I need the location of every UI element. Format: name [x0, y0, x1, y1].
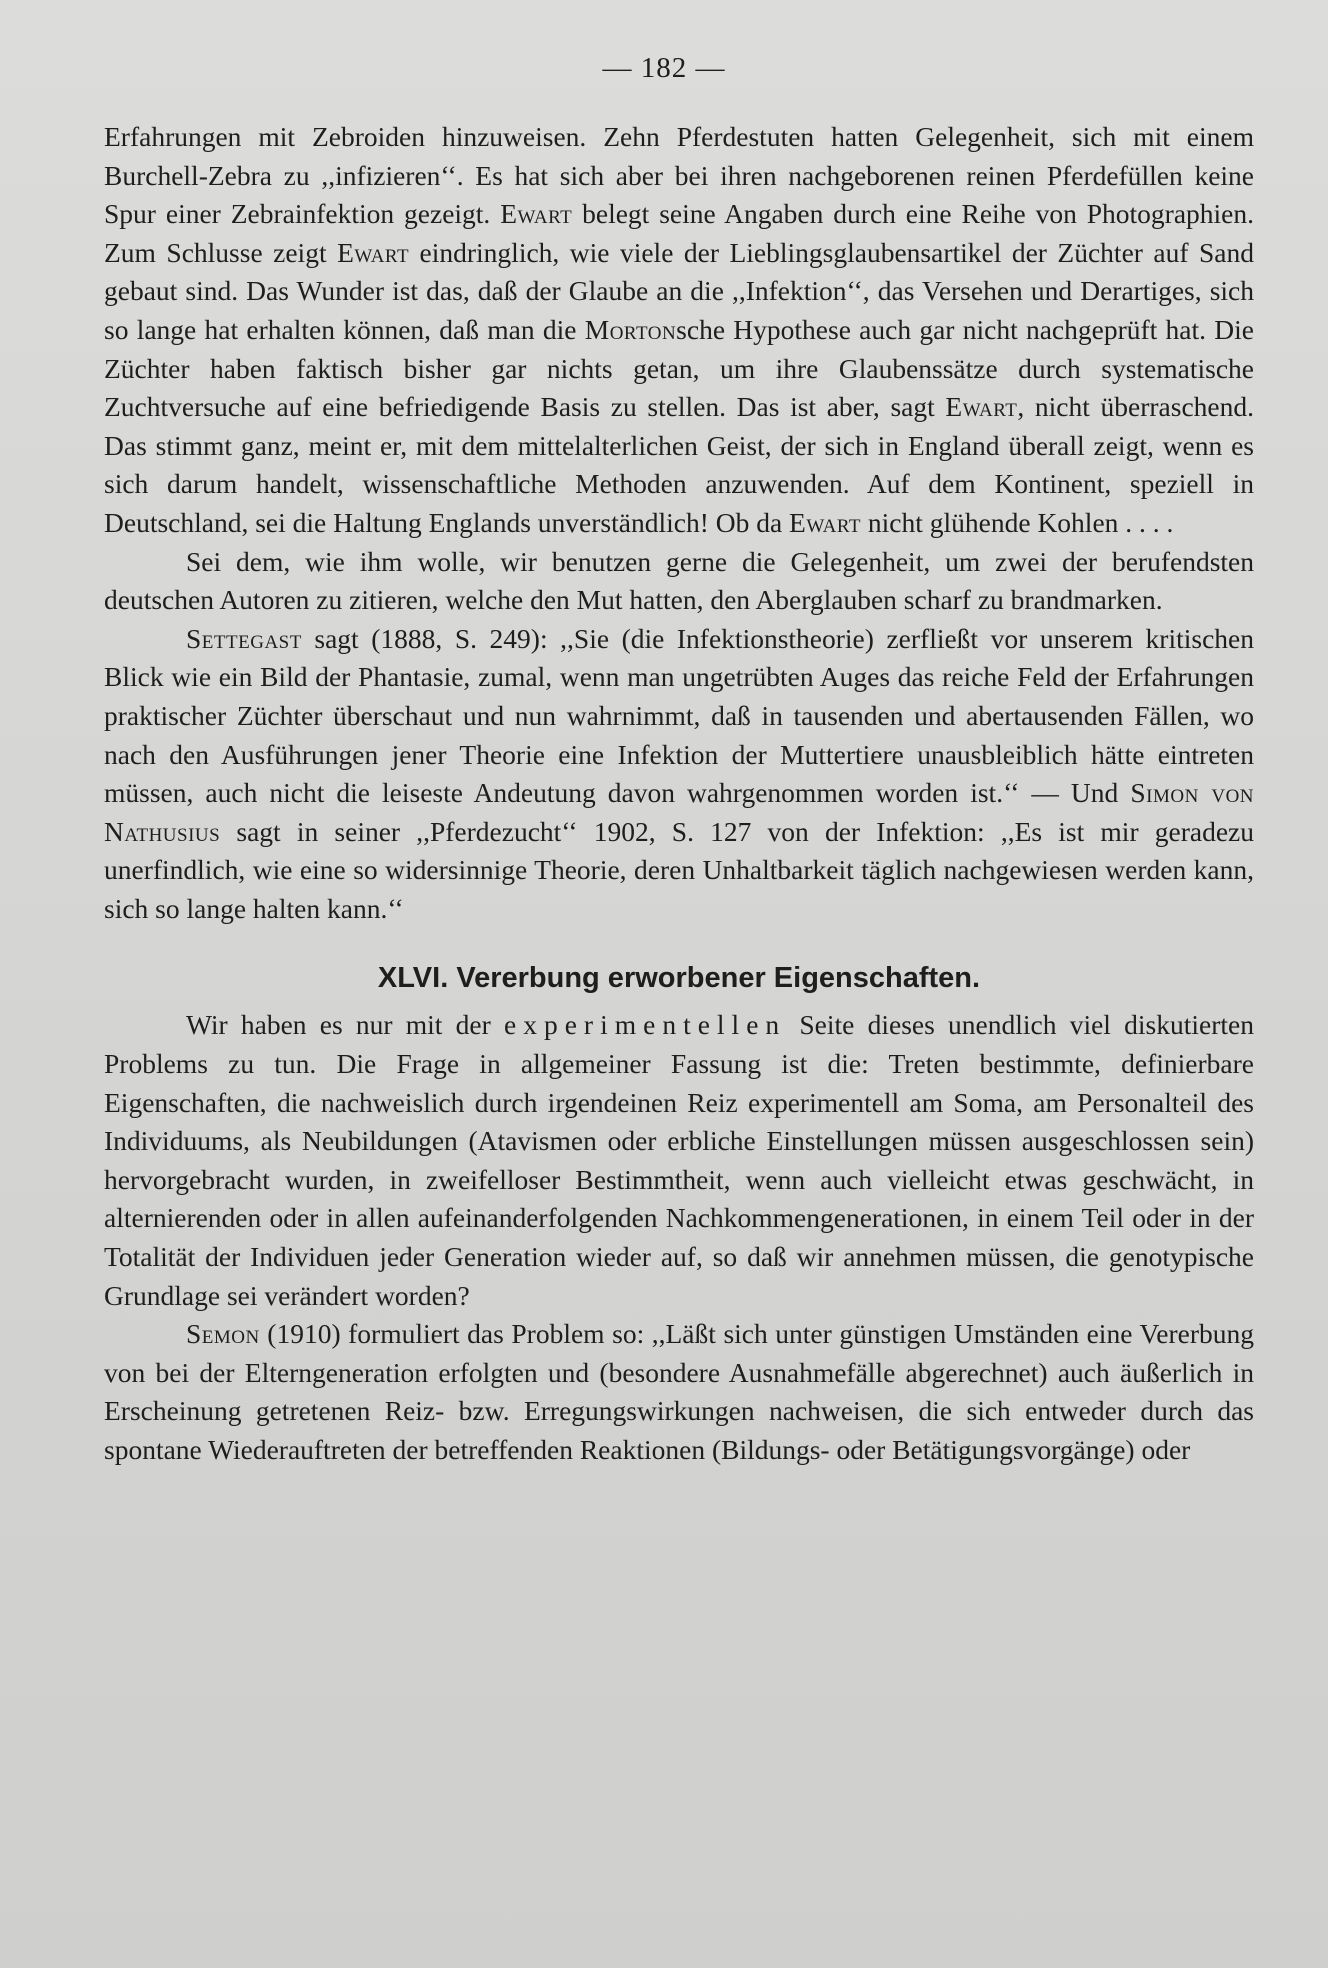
author-name: Ewart [789, 506, 862, 538]
author-name: Semon [186, 1318, 260, 1350]
text-run: , nicht überraschend. Das stimmt ganz, meint er, mit dem mittelalterlichen Geist, der sich in England überall zeigt, wenn es sich darum handelt, wissenschaftliche Methoden anzuwenden. Auf dem Kontinent, speziell in Deutschland, sei die Haltung Englands unverständlich! Ob da [104, 391, 1255, 538]
text-run: sche Hypothese auch gar nicht nachgeprüft hat. Die Züchter haben faktisch bisher gar nichts getan, um ihre Glaubenssätze durch systematische Zuchtversuche auf eine befriedigende Basis zu stellen. Das ist aber, sagt [104, 313, 1254, 423]
body-text-top [104, 118, 1254, 928]
author-name: Simon von Nathusius [104, 777, 1255, 847]
paragraph-p3 [104, 620, 1254, 929]
emphasis-text: experimentellen [504, 1009, 787, 1041]
author-name: Morton [584, 313, 677, 345]
paragraph-p4 [104, 1006, 1254, 1315]
paragraph-p2 [104, 543, 1254, 620]
text-run: Seite dieses unendlich viel diskutierten Problems zu tun. Die Frage in allgemeiner Fassung ist die: Treten bestimmte, definierbare Eigenschaften, die nachweislich durch irgendeinen Reiz experimentell am Soma, am Personalteil des Individuums, als Neubildungen (Atavismen oder erbliche Einstellungen müssen ausgeschlossen sein) hervorgebracht wurden, in zweifelloser Bestimmtheit, wenn auch vielleicht etwas geschwächt, in alternierenden oder in allen aufeinanderfolgenden Nachkommengenerationen, in einem Teil oder in der Totalität der Individuen jeder Generation wieder auf, so daß wir annehmen müssen, die genotypische Grundlage sei verändert worden? [104, 1009, 1254, 1311]
text-run: Sei dem, wie ihm wolle, wir benutzen gerne die Gelegenheit, um zwei der berufendsten deutschen Autoren zu zitieren, welche den Mut hatten, den Aberglauben scharf zu brandmarken. [104, 545, 1254, 616]
text-run: sagt (1888, S. 249): ,,Sie (die Infektionstheorie) zerfließt vor unserem kritischen Blick wie ein Bild der Phantasie, zumal, wenn man ungetrübten Auges das reiche Feld der Erfahrungen praktischer Züchter überschaut und nun wahrnimmt, daß in tausenden und abertausenden Fällen, wo nach den Ausführungen jener Theorie eine Infektion der Muttertiere unausbleiblich hätte eintreten müssen, auch nicht die leiseste Andeutung davon wahrgenommen worden ist.‘‘ — Und [104, 622, 1254, 809]
text-run: Wir haben es nur mit der [186, 1009, 505, 1041]
text-run: nicht glühende Kohlen . . . . [861, 506, 1174, 538]
author-name: Ewart [945, 391, 1018, 423]
author-name: Ewart [500, 198, 573, 230]
text-run: belegt seine Angaben durch eine Reihe von Photographien. Zum Schlusse zeigt [104, 198, 1254, 268]
author-name: Settegast [186, 622, 302, 654]
text-run: (1910) formuliert das Problem so: ,,Läßt sich unter günstigen Umständen eine Vererbung von bei der Elterngeneration erfolgten und (besondere Ausnahmefälle abgerechnet) auch äußerlich in Erscheinung getretenen Reiz- bzw. Erregungswirkungen nachweisen, die sich entweder durch das spontane Wiederauftreten der betreffenden Reaktionen (Bildungs- oder Betätigungsvorgänge) oder [104, 1318, 1254, 1465]
page-content [104, 118, 1254, 1470]
text-run: Erfahrungen mit Zebroiden hinzuweisen. Zehn Pferdestuten hatten Gelegenheit, sich mit einem Burchell-Zebra zu ,,infizieren‘‘. Es hat sich aber bei ihren nachgeborenen reinen Pferdefüllen keine Spur einer Zebrainfektion gezeigt. [104, 121, 1254, 230]
text-run: sagt in seiner ,,Pferdezucht‘‘ 1902, S. 127 von der Infektion: ,,Es ist mir geradezu unerfindlich, wie eine so widersinnige Theorie, deren Unhaltbarkeit täglich nachgewiesen werden kann, sich so lange halten kann.‘‘ [104, 815, 1254, 924]
paragraph-p1 [104, 118, 1254, 543]
paragraph-p5 [104, 1315, 1254, 1469]
author-name: Ewart [337, 236, 410, 268]
section-heading: XLVI. Vererbung erworbener Eigenschaften. [377, 962, 981, 995]
page-number: — 182 — [602, 52, 726, 84]
text-run: eindringlich, wie viele der Lieblingsglaubensartikel der Züchter auf Sand gebaut sind. Das Wunder ist das, daß der Glaube an die ,,Infektion‘‘, das Versehen und Derartiges, sich so lange hat erhalten können, daß man die [104, 236, 1254, 345]
body-text-bottom [104, 1006, 1254, 1469]
